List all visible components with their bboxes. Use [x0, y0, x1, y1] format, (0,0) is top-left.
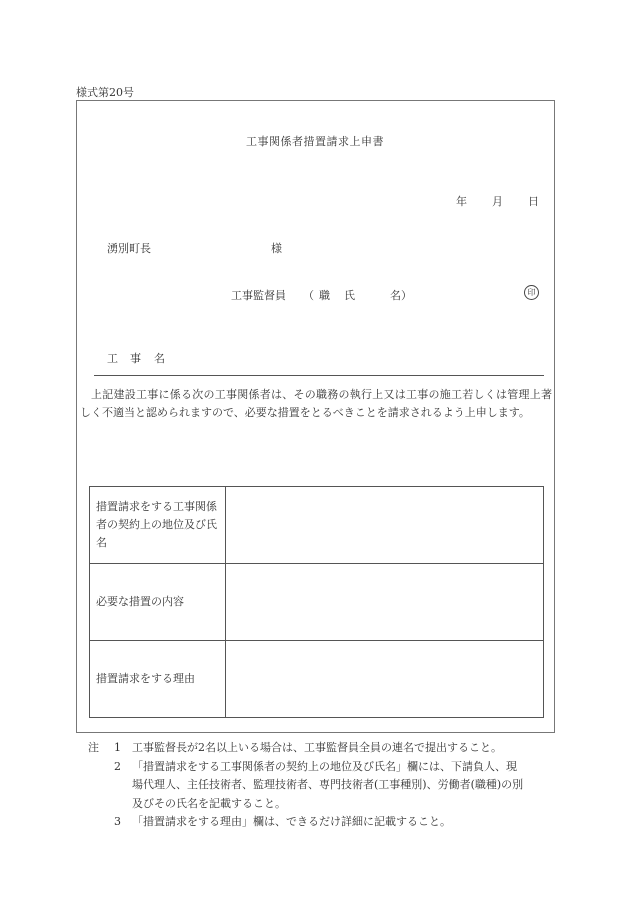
table-row: [90, 641, 544, 718]
note-number: 2: [114, 759, 121, 773]
addressee-name: 湧別町長: [107, 242, 151, 255]
note-text: 工事監督長が2名以上いる場合は、工事監督員全員の連名で提出すること。: [132, 741, 502, 754]
table-row-label: 措置請求をする理由: [90, 641, 226, 718]
table-row-value-field[interactable]: [226, 641, 544, 718]
request-body-text: 上記建設工事に係る次の工事関係者は、その職務の執行上又は工事の施工若しくは管理上著しく不適当と認められますので、必要な措置をとるべきことを請求されるよう上申します。: [80, 388, 552, 419]
note-text-continued: 及びその氏名を記載すること。: [132, 796, 286, 810]
document-title: 工事関係者措置請求上申書: [246, 135, 384, 148]
supervisor-title-label: 職: [319, 289, 330, 302]
table-row-label: 必要な措置の内容: [90, 564, 226, 641]
supervisor-name-label-1: 氏: [344, 289, 355, 302]
note-number: 1: [114, 741, 121, 754]
project-name-label-char: 工: [107, 352, 118, 365]
project-name-label-char: 事: [130, 352, 141, 365]
project-name-label-char: 名: [154, 352, 165, 365]
table-row-value-field[interactable]: [226, 564, 544, 641]
date-day-label: 日: [528, 195, 539, 208]
date-month-label: 月: [492, 195, 503, 208]
supervisor-open-paren: （: [303, 289, 314, 302]
seal-icon: 印: [524, 285, 539, 300]
supervisor-name-label-2: 名）: [390, 289, 412, 302]
note-text: 「措置請求をする工事関係者の契約上の地位及び氏名」欄には、下請負人、現: [132, 759, 517, 773]
request-details-table: [89, 486, 544, 718]
note-item: [88, 813, 523, 832]
table-row: [90, 564, 544, 641]
note-text: 「措置請求をする理由」欄は、できるだけ詳細に記載すること。: [132, 815, 451, 828]
note-item: [88, 758, 523, 777]
date-year-label: 年: [456, 195, 467, 208]
project-name-input-line[interactable]: [94, 375, 544, 376]
note-number: 3: [114, 815, 121, 828]
form-number: 様式第20号: [76, 86, 134, 99]
supervisor-label: 工事監督員: [231, 289, 286, 302]
notes-section: [88, 739, 523, 832]
note-text-continued: 場代理人、主任技術者、監理技術者、専門技術者(工事種別)、労働者(職種)の別: [132, 778, 524, 791]
table-row: [90, 487, 544, 564]
table-row-value-field[interactable]: [226, 487, 544, 564]
notes-prefix: 注: [88, 741, 99, 754]
addressee-honorific: 様: [271, 242, 282, 255]
note-item: [88, 739, 523, 758]
table-row-label: 措置請求をする工事関係者の契約上の地位及び氏名: [90, 487, 226, 564]
